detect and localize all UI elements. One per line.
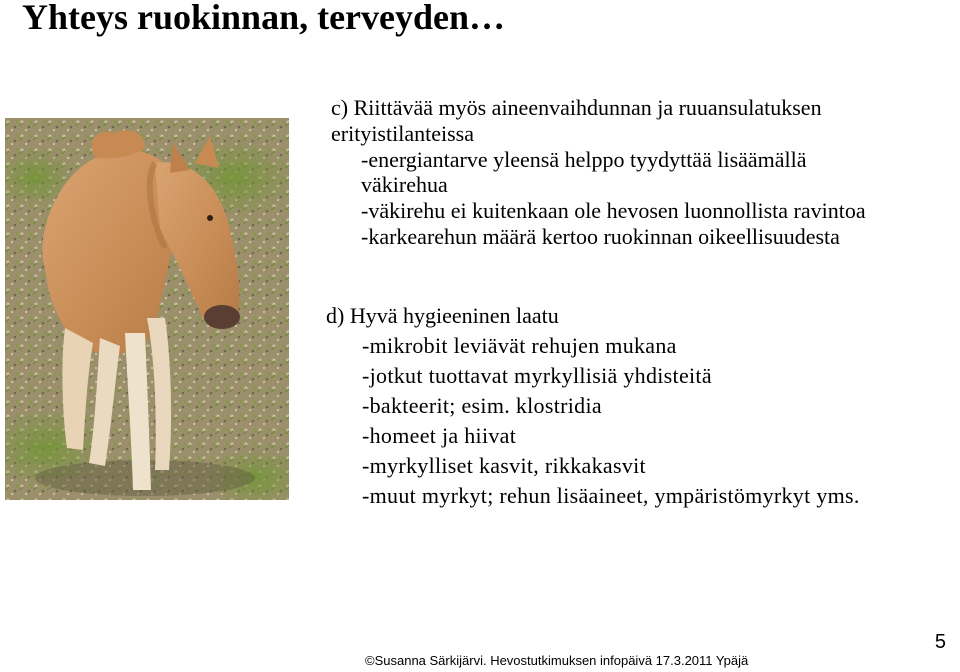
section-c-item-line: -karkearehun määrä kertoo ruokinnan oikeellisuudesta [361, 224, 840, 249]
page-number: 5 [934, 631, 946, 653]
section-c-item [331, 198, 866, 223]
section-c-item [331, 147, 866, 197]
section-d-item: -bakteerit; esim. klostridia [362, 393, 602, 418]
section-d-heading: d) Hyvä hygieeninen laatu [326, 303, 559, 328]
section-d-item: -mikrobit leviävät rehujen mukana [362, 333, 677, 358]
section-d-item: -muut myrkyt; rehun lisäaineet, ympäristömyrkyt yms. [362, 483, 860, 508]
section-c-heading-line2: erityistilanteissa [331, 121, 474, 146]
section-c-item-line: -energiantarve yleensä helppo tyydyttää lisäämällä [361, 147, 807, 172]
section-c-item-line: väkirehua [361, 172, 448, 197]
section-c [331, 95, 866, 250]
section-d-item: -jotkut tuottavat myrkyllisiä yhdisteitä [362, 363, 712, 388]
foal-photo [5, 118, 289, 500]
section-c-heading-line1: c) Riittävää myös aineenvaihdunnan ja ruuansulatuksen [331, 95, 822, 120]
section-d-item: -myrkylliset kasvit, rikkakasvit [362, 453, 646, 478]
section-c-item-line: -väkirehu ei kuitenkaan ole hevosen luonnollista ravintoa [361, 198, 866, 223]
section-d-item: -homeet ja hiivat [362, 423, 517, 448]
section-c-item [331, 224, 866, 249]
slide-title: Yhteys ruokinnan, terveyden… [22, 0, 506, 37]
section-d [326, 301, 860, 511]
footer-credit: ©Susanna Särkijärvi. Hevostutkimuksen infopäivä 17.3.2011 Ypäjä [365, 653, 749, 668]
